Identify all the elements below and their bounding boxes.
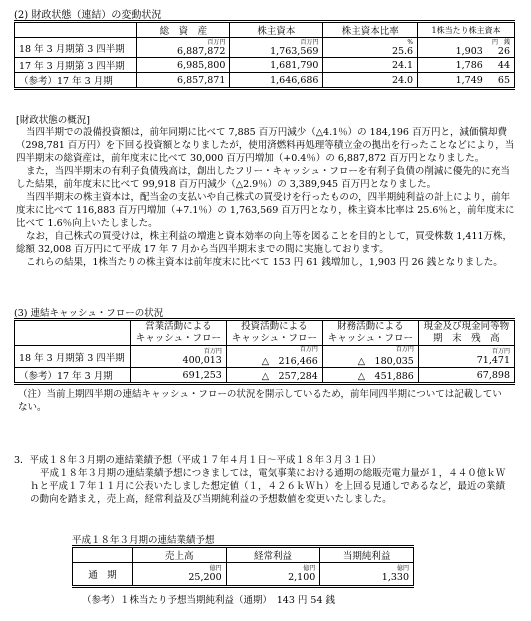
cell-value: 26 [497,45,510,57]
col-header: 総 資 産 [137,22,230,38]
row-label: （参考）17 年 3 月期 [15,368,131,384]
forecast-text: 平成１８年３月期の連結業績予想につきましては，電気事業における通期の総販売電力量が１，４４０億ｋＷｈと平成１７年１１月に公表いたしました想定値（１，４２６ｋＷｈ）を上回る見通しであるなど，最近の業績の動向を踏まえ，売上高，経常利益及び当期純利益の予想数値を変更いたしました。 [30,468,506,505]
cell-value: 1,903 [455,45,483,57]
table-row [15,368,515,384]
unit-label: 百万円 [299,346,318,353]
forecast-table-title: 平成１８年３月期の連結業績予想 [72,535,215,546]
cell-value: 691,253 [130,368,226,384]
section3-heading: (3) 連結キャッシュ・フローの状況 [14,308,164,319]
row-label: 18 年 3 月期第 3 四半期 [15,38,137,58]
table-header-row [15,320,515,346]
cell-value: 1,681,790 [230,58,323,73]
cell-value: 65 [497,74,510,86]
table-header-row [15,22,515,38]
unit-label: 百万円 [300,38,319,46]
paragraph: 当四半期末の株主資本は，配当金の支払いや自己株式の買受けを行ったものの，四半期純利益の計上により，前年度末に比べて 116,883 百万円増加（+7.1％）の 1,763,569 百万円となり，株主資本比率は 25.6％と，前年度末に比べて 1.6％向上いたしました。 [16,192,515,229]
cell-value: △ 451,886 [322,368,418,384]
cell-value: 24.0 [323,73,418,89]
col-header: 営業活動による [145,321,212,332]
paragraph: また，当四半期末の有利子負債残高は，創出したフリー・キャッシュ・フローを有利子負債の削減に優先的に充当した結果，前年度末に比べて 99,918 百万円減少（△2.9％）の 3,389,945 百万円となりました。 [16,166,510,190]
col-header: キャッシュ・フロー [135,333,221,344]
cell-value: 400,013 [182,354,222,366]
row-label: （参考）17 年 3 月期 [15,73,137,89]
col-header: 財務活動による [337,321,404,332]
col-header: 現金及び現金同等物 [423,321,510,332]
forecast-table [72,545,414,588]
table-row [73,563,414,587]
cash-flow-table [14,318,515,385]
table-row [15,58,515,73]
note-text: 当前上期四半期の連結キャッシュ・フローの状況を開示しているため，前年同四半期については記載していない。 [18,389,502,413]
cell-value: 25,200 [188,572,222,583]
cell-value: 67,898 [418,368,514,384]
cell-value: 1,749 [455,74,483,86]
col-header: 当期純利益 [320,547,414,563]
unit-label: 百万円 [395,346,414,353]
cell-value: 25.6 [391,45,414,57]
overview-heading: [財政状態の概況] [16,115,90,126]
table-row [15,346,515,368]
unit-label: 億円 [396,565,409,572]
unit-label: 億円 [303,565,316,572]
note-prefix: （注） [18,389,47,400]
cash-flow-note [18,388,508,414]
unit-label: 百万円 [203,347,222,355]
cell-value: △ 257,284 [226,368,322,384]
cell-value: 6,857,871 [137,73,230,89]
row-label: 17 年 3 月期第 3 四半期 [15,58,137,73]
cell-value: 2,100 [288,572,316,583]
cell-value: 6,887,872 [177,45,226,57]
table-header-row [73,547,414,563]
paragraph: なお，自己株式の買受けは，株主利益の増進と資本効率の向上等を図ることを目的として，買受株数 1,411万株，総額 32,008 百万円にて平成 17 年 7 月から当四半期末までの間に実施しております。 [16,231,513,255]
table-row [15,73,515,89]
unit-label: 百万円 [491,347,510,355]
cell-value: 44 [497,59,510,71]
section2-heading: (2) 財政状態（連結）の変動状況 [14,10,162,21]
col-header: 期 末 残 高 [433,333,500,344]
cell-value: △ 216,466 [261,356,318,367]
unit-label: % [407,38,414,46]
cell-value: 1,330 [381,572,409,583]
col-header: 売上高 [132,547,226,563]
unit-label: 円 銭 [491,38,510,46]
cell-value: 1,646,686 [230,73,323,89]
row-label: 通 期 [73,563,133,587]
unit-label: 億円 [209,565,222,572]
col-header: 株主資本 [230,22,323,38]
unit-label: 百万円 [207,38,226,46]
cell-value: 6,985,800 [137,58,230,73]
forecast-heading: 3．平成１８年３月期の連結業績予想（平成１７年４月１日～平成１８年３月３１日） [14,455,382,466]
cell-value: 24.1 [323,58,418,73]
col-header: 経常利益 [226,547,320,563]
financial-position-table [14,20,515,90]
forecast-note: （参考）１株当たり予想当期純利益（通期） 143 円 54 銭 [82,595,336,606]
cell-value: 71,471 [476,354,510,366]
col-header: 株主資本比率 [323,22,418,38]
paragraph: 当四半期での設備投資額は，前年同期に比べて 7,885 百万円減少（△4.1％）の 184,196 百万円と，減価償却費（298,781 百万円）を下回る投資額となりましたが，使用済燃料再処理等積立金の拠出を行ったことなどにより，当四半期末の総資産は，前年度末に比べて 30,000 百万円増加（+0.4％）の 6,887,872 百万円となりました。 [16,127,515,164]
col-header: 投資活動による [241,321,308,332]
cell-value: 1,786 [455,59,483,71]
cell-value: 1,763,569 [270,45,319,57]
overview-text [16,126,516,269]
col-header: キャッシュ・フロー [327,333,413,344]
cell-value: △ 180,035 [357,356,414,367]
col-header: 1株当たり株主資本 [418,22,515,38]
row-label: 18 年 3 月期第 3 四半期 [15,346,131,368]
paragraph: これらの結果，1株当たりの株主資本は前年度末に比べて 153 円 61 銭増加し，1,903 円 26 銭となりました。 [26,257,503,268]
col-header: キャッシュ・フロー [231,333,317,344]
table-row [15,38,515,58]
